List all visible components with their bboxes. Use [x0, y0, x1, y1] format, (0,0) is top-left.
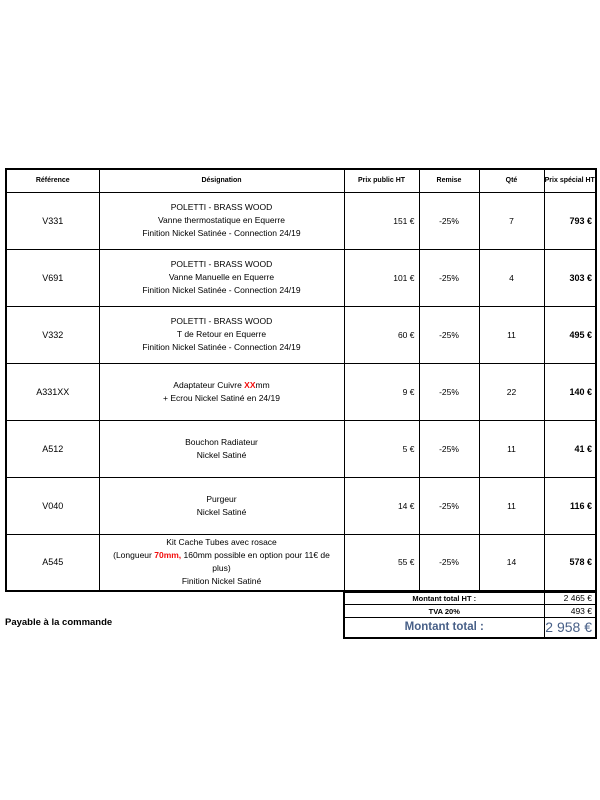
quantity-cell: 11: [479, 420, 544, 477]
special-price-cell: 303 €: [544, 249, 596, 306]
designation-text: Nickel Satiné: [196, 449, 247, 460]
quantity-cell: 4: [479, 249, 544, 306]
designation-line: [108, 258, 336, 271]
totals-body: [344, 592, 596, 638]
column-header-1: Désignation: [99, 169, 344, 192]
table-row: [6, 192, 596, 249]
public-price-cell: 5 €: [344, 420, 419, 477]
designation-cell: [99, 192, 344, 249]
special-price-cell: 793 €: [544, 192, 596, 249]
designation-line: [108, 493, 336, 506]
designation-text: POLETTI - BRASS WOOD: [170, 316, 273, 326]
designation-text: Finition Nickel Satiné: [181, 576, 262, 587]
designation-text: Adaptateur Cuivre: [173, 379, 245, 390]
designation-text: 160mm possible en option pour 11€ de plus): [181, 550, 330, 574]
discount-cell: -25%: [419, 249, 479, 306]
discount-cell: -25%: [419, 477, 479, 534]
designation-line: [108, 392, 336, 405]
designation-text: Kit Cache Tubes avec rosace: [166, 537, 277, 548]
designation-line: [108, 341, 336, 354]
totals-row: [344, 605, 596, 618]
special-price-cell: 140 €: [544, 363, 596, 420]
public-price-cell: 9 €: [344, 363, 419, 420]
totals-value: 493 €: [544, 605, 596, 618]
designation-cell: [99, 306, 344, 363]
designation-line: [108, 284, 336, 297]
discount-cell: -25%: [419, 420, 479, 477]
designation-cell: [99, 420, 344, 477]
designation-line: [108, 214, 336, 227]
designation-text: Nickel Satiné: [196, 506, 247, 517]
column-header-3: Remise: [419, 169, 479, 192]
reference-cell: V331: [6, 192, 99, 249]
designation-text: Finition Nickel Satinée - Connection 24/19: [142, 342, 301, 352]
designation-cell: [99, 534, 344, 591]
quote-content: [5, 168, 595, 639]
designation-text: Vanne Manuelle en Equerre: [168, 272, 275, 282]
quote-table: [5, 168, 597, 592]
designation-line: [108, 227, 336, 240]
designation-line: [108, 536, 336, 549]
designation-text: T de Retour en Equerre: [176, 329, 267, 339]
discount-cell: -25%: [419, 306, 479, 363]
designation-text: Finition Nickel Satinée - Connection 24/19: [142, 228, 301, 238]
designation-line: [108, 315, 336, 328]
totals-value: 2 958 €: [544, 618, 596, 638]
designation-line: [108, 506, 336, 519]
payment-terms-note: Payable à la commande: [5, 617, 113, 628]
designation-text: mm: [255, 379, 270, 390]
reference-cell: V691: [6, 249, 99, 306]
reference-cell: V332: [6, 306, 99, 363]
totals-label: TVA 20%: [344, 605, 544, 618]
public-price-cell: 60 €: [344, 306, 419, 363]
quantity-cell: 22: [479, 363, 544, 420]
discount-cell: -25%: [419, 534, 479, 591]
designation-text: Bouchon Radiateur: [185, 436, 258, 447]
public-price-cell: 151 €: [344, 192, 419, 249]
designation-line: [108, 436, 336, 449]
quantity-cell: 11: [479, 477, 544, 534]
table-row: [6, 306, 596, 363]
reference-cell: A545: [6, 534, 99, 591]
table-row: [6, 363, 596, 420]
designation-line: [108, 449, 336, 462]
public-price-cell: 14 €: [344, 477, 419, 534]
designation-text: Vanne thermostatique en Equerre: [158, 215, 285, 225]
totals-table: [343, 591, 597, 639]
column-header-0: Référence: [6, 169, 99, 192]
quantity-cell: 7: [479, 192, 544, 249]
public-price-cell: 101 €: [344, 249, 419, 306]
designation-cell: [99, 363, 344, 420]
quote-table-header: [6, 169, 596, 192]
designation-text: Purgeur: [206, 493, 237, 504]
quantity-cell: 11: [479, 306, 544, 363]
designation-line: [108, 271, 336, 284]
header-row: [6, 169, 596, 192]
column-header-5: Prix spécial HT: [544, 169, 596, 192]
special-price-cell: 41 €: [544, 420, 596, 477]
designation-text: POLETTI - BRASS WOOD: [170, 202, 273, 212]
designation-text: (Longueur: [113, 550, 155, 561]
special-price-cell: 495 €: [544, 306, 596, 363]
public-price-cell: 55 €: [344, 534, 419, 591]
designation-line: [108, 379, 336, 392]
reference-cell: A512: [6, 420, 99, 477]
designation-line: [108, 201, 336, 214]
highlighted-text: XX: [244, 379, 256, 390]
quote-table-body: [6, 192, 596, 591]
designation-text: Finition Nickel Satinée - Connection 24/19: [142, 285, 301, 295]
reference-cell: A331XX: [6, 363, 99, 420]
special-price-cell: 578 €: [544, 534, 596, 591]
table-row: [6, 420, 596, 477]
highlighted-text: 70mm,: [154, 550, 182, 561]
reference-cell: V040: [6, 477, 99, 534]
totals-row: [344, 592, 596, 605]
designation-cell: [99, 477, 344, 534]
totals-label: Montant total :: [344, 618, 544, 638]
designation-line: [108, 549, 336, 575]
designation-text: + Ecrou Nickel Satiné en 24/19: [163, 392, 280, 403]
designation-line: [108, 575, 336, 588]
table-row: [6, 249, 596, 306]
totals-label: Montant total HT :: [344, 592, 544, 605]
column-header-4: Qté: [479, 169, 544, 192]
quantity-cell: 14: [479, 534, 544, 591]
designation-line: [108, 328, 336, 341]
designation-text: POLETTI - BRASS WOOD: [170, 259, 273, 269]
column-header-2: Prix public HT: [344, 169, 419, 192]
table-row: [6, 534, 596, 591]
designation-cell: [99, 249, 344, 306]
totals-row: [344, 618, 596, 638]
discount-cell: -25%: [419, 192, 479, 249]
special-price-cell: 116 €: [544, 477, 596, 534]
table-row: [6, 477, 596, 534]
totals-value: 2 465 €: [544, 592, 596, 605]
discount-cell: -25%: [419, 363, 479, 420]
